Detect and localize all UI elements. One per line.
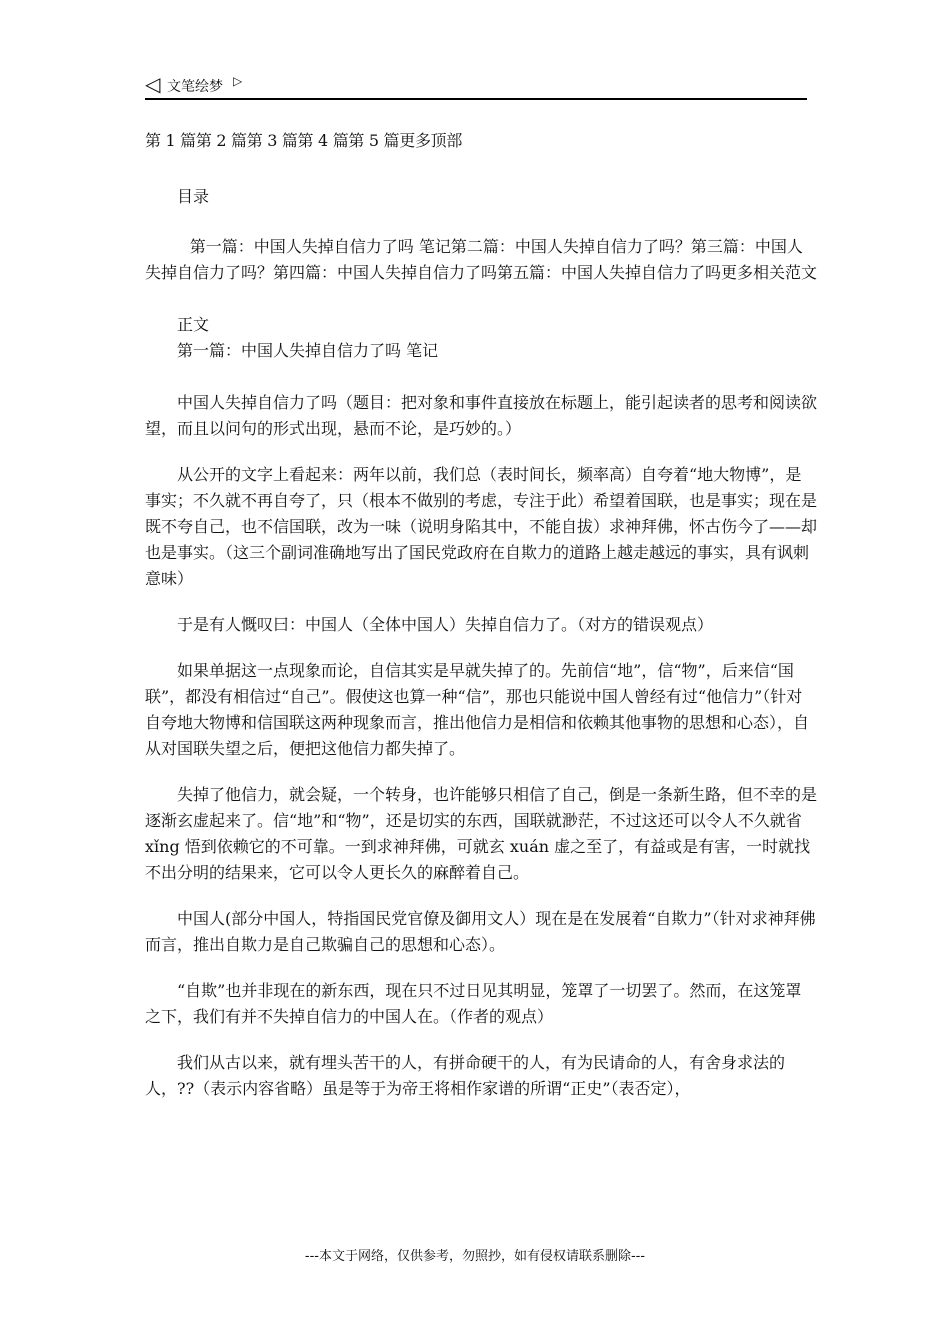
- paragraph: 中国人失掉自信力了吗（题目：把对象和事件直接放在标题上，能引起读者的思考和阅读欲望，而且以问句的形式出现，悬而不论，是巧妙的。）: [145, 393, 818, 438]
- toc-text: 第一篇：中国人失掉自信力了吗 笔记第二篇：中国人失掉自信力了吗？第三篇：中国人失掉自信力了吗？第四篇：中国人失掉自信力了吗第五篇：中国人失掉自信力了吗更多相关范文: [145, 237, 818, 282]
- article-nav-links[interactable]: 第 1 篇第 2 篇第 3 篇第 4 篇第 5 篇更多顶部: [145, 131, 463, 150]
- paragraph: “自欺”也并非现在的新东西，现在只不过日见其明显，笼罩了一切罢了。然而，在这笼罩之下，我们有并不失掉自信力的中国人在。（作者的观点）: [145, 981, 802, 1026]
- article-title: 第一篇：中国人失掉自信力了吗 笔记: [177, 341, 439, 360]
- body-heading: 正文: [177, 315, 210, 334]
- page-header: [145, 74, 807, 100]
- brand-name: 文笔绘梦: [167, 79, 223, 95]
- triangle-left-icon: ◁: [145, 72, 161, 96]
- paragraph: 从公开的文字上看起来：两年以前，我们总（表时间长，频率高）自夸着“地大物博”，是事实；不久就不再自夸了，只（根本不做别的考虑，专注于此）希望着国联，也是事实；现在是既不夸自己，也不信国联，改为一味（说明身陷其中，不能自拔）求神拜佛，怀古伤今了——却也是事实。（这三个副词准确地写出了国民党政府在自欺力的道路上越走越远的事实，具有讽刺意味）: [145, 465, 818, 588]
- paragraph: 于是有人慨叹曰：中国人（全体中国人）失掉自信力了。（对方的错误观点）: [177, 615, 714, 634]
- paragraph: 中国人(部分中国人，特指国民党官僚及御用文人）现在是在发展着“自欺力”（针对求神拜佛而言，推出自欺力是自己欺骗自己的思想和心态）。: [145, 909, 816, 954]
- document-body: [145, 122, 817, 1102]
- paragraph: 我们从古以来，就有埋头苦干的人，有拼命硬干的人，有为民请命的人，有舍身求法的人，??（表示内容省略）虽是等于为帝王将相作家谱的所谓“正史”（表否定），: [145, 1053, 786, 1098]
- paragraph: 如果单据这一点现象而论，自信其实是早就失掉了的。先前信“地”，信“物”，后来信“国联”，都没有相信过“自己”。假使这也算一种“信”，那也只能说中国人曾经有过“他信力”（针对自夸地大物博和信国联这两种现象而言，推出他信力是相信和依赖其他事物的思想和心态），自从对国联失望之后，便把这他信力都失掉了。: [145, 661, 810, 758]
- page-footer-disclaimer: ---本文于网络，仅供参考，勿照抄，如有侵权请联系删除---: [304, 1249, 646, 1264]
- paragraph: 失掉了他信力，就会疑，一个转身，也许能够只相信了自己，倒是一条新生路，但不幸的是逐渐玄虚起来了。信“地”和“物”，还是切实的东西，国联就渺茫，不过这还可以令人不久就省 xǐng 悟到依赖它的不可靠。一到求神拜佛，可就玄 xuán 虚之至了，有益或是有害，一时就找不出分明的结果来，它可以令人更长久的麻醉着自己。: [145, 785, 818, 882]
- triangle-right-icon: ▷: [233, 74, 243, 88]
- toc-heading: 目录: [177, 187, 210, 206]
